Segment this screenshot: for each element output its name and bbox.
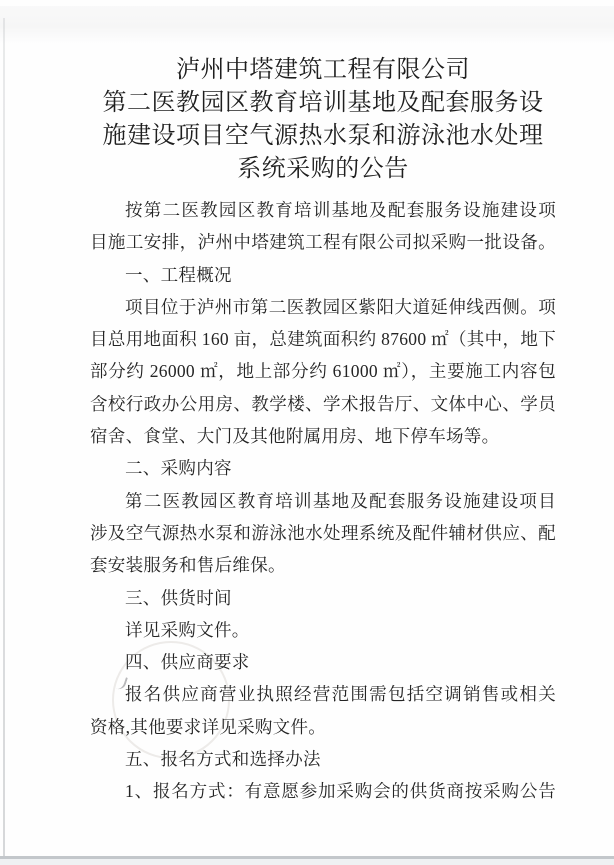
- document-title: [90, 54, 556, 186]
- document-content: [90, 54, 556, 808]
- heading-registration-method: 五、报名方式和选择办法: [125, 749, 321, 770]
- para-content-line-2: 涉及空气源热水泵和游泳池水处理系统及配件辅材供应、配: [90, 522, 556, 543]
- para-content-line-1: 第二医教园区教育培训基地及配套服务设施建设项目: [125, 490, 556, 511]
- para-content-line-3: 套安装服务和售后维保。: [90, 555, 286, 576]
- heading-procurement-content: 二、采购内容: [125, 458, 232, 479]
- para-registration-line-1: 1、报名方式：有意愿参加采购会的供货商按采购公告: [125, 781, 556, 802]
- title-line-2: 第二医教园区教育培训基地及配套服务设: [102, 90, 544, 116]
- para-delivery-line-1: 详见采购文件。: [125, 619, 250, 640]
- para-supplier-line-2: 资格,其他要求详见采购文件。: [90, 716, 327, 737]
- para-intro-line-2: 目施工安排，泸州中塔建筑工程有限公司拟采购一批设备。: [90, 232, 556, 253]
- title-line-company: 泸州中塔建筑工程有限公司: [176, 57, 470, 83]
- para-overview-line-2: 目总用地面积 160 亩，总建筑面积约 87600 ㎡（其中，地下: [90, 329, 556, 350]
- heading-supplier-requirements: 四、供应商要求: [125, 652, 250, 673]
- document-body: [90, 194, 556, 808]
- para-intro-line-1: 按第二医教园区教育培训基地及配套服务设施建设项: [125, 200, 556, 220]
- para-overview-line-4: 含校行政办公用房、教学楼、学术报告厅、文体中心、学员: [90, 393, 556, 414]
- para-supplier-line-1: 报名供应商营业执照经营范围需包括空调销售或相关: [125, 684, 556, 705]
- scan-artifact-top-band: [0, 6, 614, 44]
- title-line-4: 系统采购的公告: [237, 156, 409, 182]
- scan-artifact-left-page-edge: [3, 18, 5, 856]
- para-overview-line-5: 宿舍、食堂、大门及其他附属用房、地下停车场等。: [90, 426, 500, 447]
- para-overview-line-1: 项目位于泸州市第二医教园区紫阳大道延伸线西侧。项: [125, 296, 556, 317]
- para-overview-line-3: 部分约 26000 ㎡，地上部分约 61000 ㎡），主要施工内容包: [90, 361, 556, 382]
- title-line-3: 施建设项目空气源热水泵和游泳池水处理: [102, 123, 544, 149]
- scan-artifact-bottom-strip: [0, 859, 614, 865]
- scan-artifact-bottom-page-edge: [0, 856, 614, 859]
- heading-delivery-time: 三、供货时间: [125, 587, 232, 608]
- heading-project-overview: 一、工程概况: [125, 264, 232, 285]
